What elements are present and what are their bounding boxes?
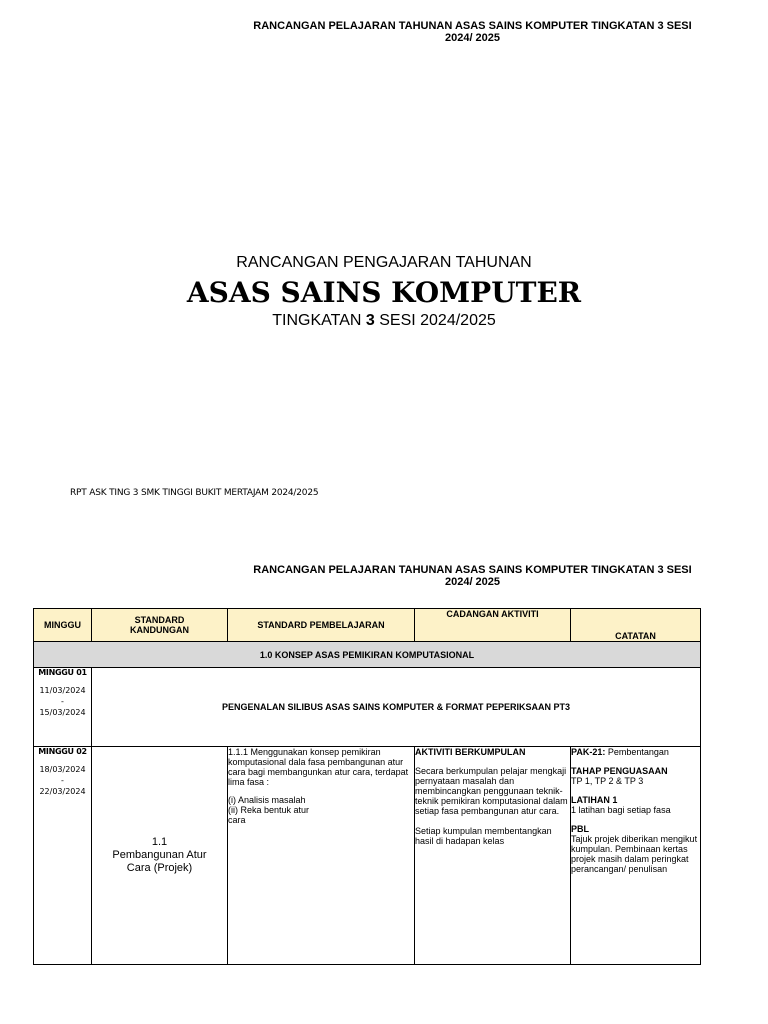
tahap-value: TP 1, TP 2 & TP 3	[571, 776, 644, 786]
rpt-table	[33, 608, 701, 965]
catatan-pbl	[571, 824, 700, 874]
cover-level-number: 3	[365, 312, 375, 329]
sk-title: Pembangunan Atur Cara (Projek)	[112, 849, 207, 874]
cover-title-line1: RANCANGAN PENGAJARAN TAHUNAN	[236, 254, 532, 271]
page-header-second	[240, 564, 705, 588]
catatan-tahap	[571, 766, 700, 786]
header-line2: 2024/ 2025	[444, 32, 501, 44]
standard-kandungan-cell	[92, 747, 228, 965]
ca-paragraph: Setiap kumpulan membentangkan hasil di hadapan kelas	[415, 826, 552, 846]
week-date-sep: -	[61, 776, 64, 785]
col-header-standard-pembelajaran: STANDARD PEMBELAJARAN	[228, 609, 415, 642]
col-header-catatan: CATATAN	[571, 609, 701, 642]
week-date-to: 22/03/2024	[39, 787, 86, 796]
page-header-top	[240, 20, 705, 44]
week-label: MINGGU 02	[38, 747, 87, 756]
latihan-label: LATIHAN 1	[571, 795, 618, 805]
cover-title-line3	[0, 312, 768, 330]
pbl-value: Tajuk projek diberikan mengikut kumpulan. Pembinaan kertas projek masih dalam peringkat perancangan/ penulisan	[571, 834, 698, 874]
week-label: MINGGU 01	[38, 668, 87, 677]
catatan-latihan	[571, 795, 700, 815]
col-header-sk-line2: KANDUNGAN	[130, 625, 189, 635]
ca-title: AKTIVITI BERKUMPULAN	[415, 747, 526, 757]
col-header-minggu: MINGGU	[34, 609, 92, 642]
col-header-standard-kandungan	[92, 609, 228, 642]
tahap-label: TAHAP PENGUASAAN	[571, 766, 668, 776]
header2-line2: 2024/ 2025	[444, 576, 501, 588]
ca-paragraph: Secara berkumpulan pelajar mengkaji pernyataan masalah dan membincangkan penggunaan teknik-teknik pemikiran komputasional dalam setiap fasa pembangunan atur cara.	[415, 766, 568, 816]
col-header-cadangan-aktiviti: CADANGAN AKTIVITI	[415, 609, 571, 642]
catatan-cell	[571, 747, 701, 965]
sp-text: 1.1.1 Menggunakan konsep pemikiran komputasional dala fasa pembangunan atur cara bagi membangunkan atur cara, terdapat lima fasa :	[228, 747, 409, 787]
pbl-label: PBL	[571, 824, 589, 834]
header-line1: RANCANGAN PELAJARAN TAHUNAN ASAS SAINS KOMPUTER TINGKATAN 3 SESI	[253, 20, 692, 32]
week-date-sep: -	[61, 697, 64, 706]
sp-item: cara	[228, 815, 246, 825]
week-date-from: 11/03/2024	[39, 686, 86, 695]
cover-title-main: ASAS SAINS KOMPUTER	[186, 276, 582, 309]
week1-content: PENGENALAN SILIBUS ASAS SAINS KOMPUTER & FORMAT PEPERIKSAAN PT3	[92, 668, 701, 747]
table-row	[34, 668, 701, 747]
standard-pembelajaran-cell	[228, 747, 415, 965]
latihan-value: 1 latihan bagi setiap fasa	[571, 805, 671, 815]
section-title: 1.0 KONSEP ASAS PEMIKIRAN KOMPUTASIONAL	[34, 642, 701, 668]
rpt-label: RPT ASK TING 3 SMK TINGGI BUKIT MERTAJAM 2024/2025	[70, 488, 319, 498]
table-row	[34, 747, 701, 965]
week-date-to: 15/03/2024	[39, 708, 86, 717]
week-date-from: 18/03/2024	[39, 765, 86, 774]
sp-item: (i) Analisis masalah	[228, 795, 306, 805]
sp-item: (ii) Reka bentuk atur	[228, 805, 310, 815]
week-cell	[34, 747, 92, 965]
cover-session: SESI 2024/2025	[374, 312, 496, 329]
sk-number: 1.1	[151, 836, 168, 848]
header2-line1: RANCANGAN PELAJARAN TAHUNAN ASAS SAINS KOMPUTER TINGKATAN 3 SESI	[253, 564, 692, 576]
section-row	[34, 642, 701, 668]
pak21-label: PAK-21:	[571, 747, 606, 757]
cover-level-prefix: TINGKATAN	[272, 312, 366, 329]
week-cell	[34, 668, 92, 747]
table-header-row	[34, 609, 701, 642]
cadangan-aktiviti-cell	[415, 747, 571, 965]
catatan-pak21	[571, 747, 700, 757]
pak21-value: Pembentangan	[605, 747, 669, 757]
col-header-sk-line1: STANDARD	[134, 615, 185, 625]
